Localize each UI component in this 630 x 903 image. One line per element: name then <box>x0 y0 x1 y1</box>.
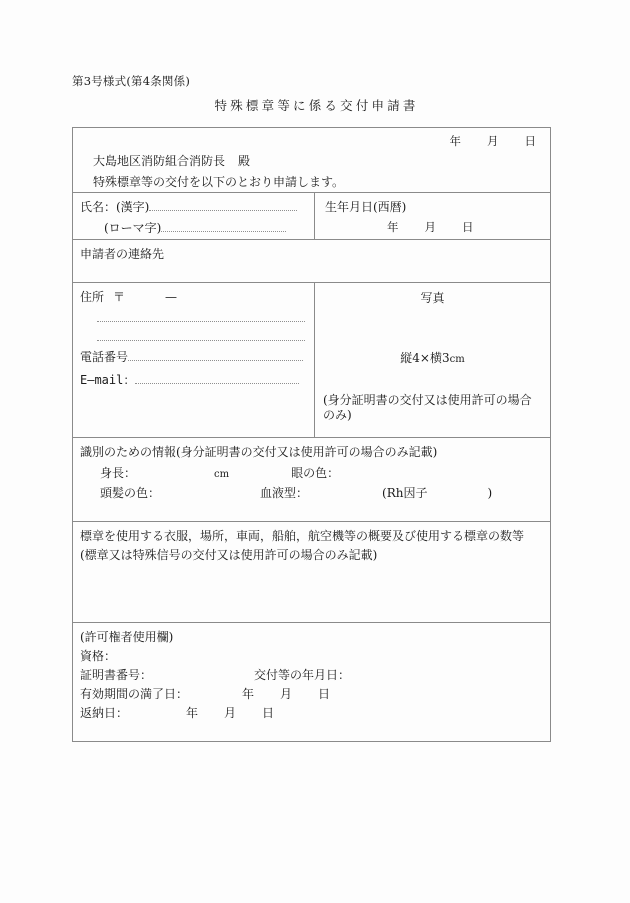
rh-factor-close: ) <box>487 486 493 500</box>
postal-dash: — <box>165 290 178 304</box>
email-field <box>80 371 299 388</box>
address-input-line-2[interactable] <box>97 340 305 341</box>
birth-day-label: 日 <box>462 220 474 234</box>
photo-size-unit: cm <box>449 354 465 365</box>
expiry-day-label: 日 <box>318 687 331 701</box>
identification-line-hair-blood <box>100 484 492 501</box>
photo-size-text: 縦4×横3 <box>400 351 450 365</box>
telephone-field <box>80 348 303 365</box>
birthdate-cell <box>315 193 550 239</box>
height-unit: cm <box>214 469 230 480</box>
addressee-name: 大島地区消防組合消防長 <box>93 154 226 168</box>
eye-color-label: 眼の色： <box>291 466 340 480</box>
address-header <box>80 288 177 305</box>
identification-heading: 識別のための情報(身分証明書の交付又は使用許可の場合のみ記載) <box>80 445 438 459</box>
name-kanji-field <box>80 198 297 215</box>
emblem-usage-row <box>73 522 550 623</box>
certificate-and-issue-line <box>80 666 350 683</box>
addressee-honorific: 殿 <box>238 154 251 168</box>
photo-title: 写真 <box>420 291 445 305</box>
expiry-date-line <box>80 685 330 702</box>
date-month-label: 月 <box>487 134 499 148</box>
form-code-label: 第3号様式(第4条関係) <box>72 74 191 88</box>
birthdate-label: 生年月日(西暦) <box>325 200 407 214</box>
qualification-field: 資格： <box>80 649 117 663</box>
telephone-label: 電話番号 <box>80 350 129 364</box>
name-cell <box>73 193 315 239</box>
return-month-label: 月 <box>224 706 237 720</box>
issue-date-label: 交付等の年月日： <box>254 668 351 682</box>
name-kanji-input-line[interactable] <box>149 199 297 211</box>
application-date-line <box>450 133 537 149</box>
expiry-year-label: 年 <box>242 687 255 701</box>
expiry-date-label: 有効期間の満了日： <box>80 687 189 701</box>
photo-size <box>315 349 550 366</box>
date-day-label: 日 <box>524 134 536 148</box>
document-title: 特殊標章等に係る交付申請書 <box>214 98 419 113</box>
application-form-table <box>72 127 551 742</box>
emblem-usage-line-2: (標章又は特殊信号の交付又は使用許可の場合のみ記載) <box>80 548 378 562</box>
applicant-contact-row <box>73 240 550 283</box>
birthdate-input-line[interactable] <box>387 219 474 235</box>
date-year-label: 年 <box>449 134 461 148</box>
official-use-row <box>73 623 550 741</box>
hair-color-label: 頭髪の色： <box>100 486 161 500</box>
rh-factor-label: (Rh因子 <box>382 486 428 500</box>
address-label: 住所 <box>80 290 105 304</box>
address-and-photo-row <box>73 283 550 438</box>
return-date-line <box>80 704 274 721</box>
request-sentence: 特殊標章等の交付を以下のとおり申請します。 <box>93 175 345 189</box>
name-kanji-label: 氏名：(漢字) <box>80 200 150 214</box>
photo-note: (身分証明書の交付又は使用許可の場合のみ) <box>323 393 532 422</box>
applicant-contact-label: 申請者の連絡先 <box>80 247 165 261</box>
telephone-input-line[interactable] <box>128 349 303 361</box>
email-input-line[interactable] <box>135 372 299 384</box>
official-use-heading: (許可権者使用欄) <box>80 630 174 644</box>
height-label: 身長： <box>100 466 137 480</box>
identification-row <box>73 438 550 522</box>
birth-year-label: 年 <box>387 220 399 234</box>
name-roman-label: (ローマ字) <box>104 221 162 235</box>
name-roman-input-line[interactable] <box>161 220 286 232</box>
email-label: E—mail： <box>80 373 136 387</box>
postal-mark-icon: 〒 <box>113 290 126 304</box>
return-day-label: 日 <box>262 706 275 720</box>
expiry-month-label: 月 <box>280 687 293 701</box>
address-cell <box>73 283 315 437</box>
identification-line-height-eye <box>100 464 339 481</box>
emblem-usage-line-1: 標章を使用する衣服，場所，車両，船舶，航空機等の概要及び使用する標章の数等 <box>80 529 525 543</box>
return-year-label: 年 <box>186 706 199 720</box>
return-date-label: 返納日： <box>80 706 129 720</box>
blood-type-label: 血液型： <box>260 486 309 500</box>
birth-month-label: 月 <box>424 220 436 234</box>
address-input-line-1[interactable] <box>97 321 305 322</box>
certificate-number-label: 証明書番号： <box>80 668 153 682</box>
name-roman-field <box>80 219 286 236</box>
photo-cell <box>315 283 550 437</box>
name-and-birth-row <box>73 193 550 240</box>
addressee-line <box>93 152 250 169</box>
intro-row <box>73 128 550 193</box>
